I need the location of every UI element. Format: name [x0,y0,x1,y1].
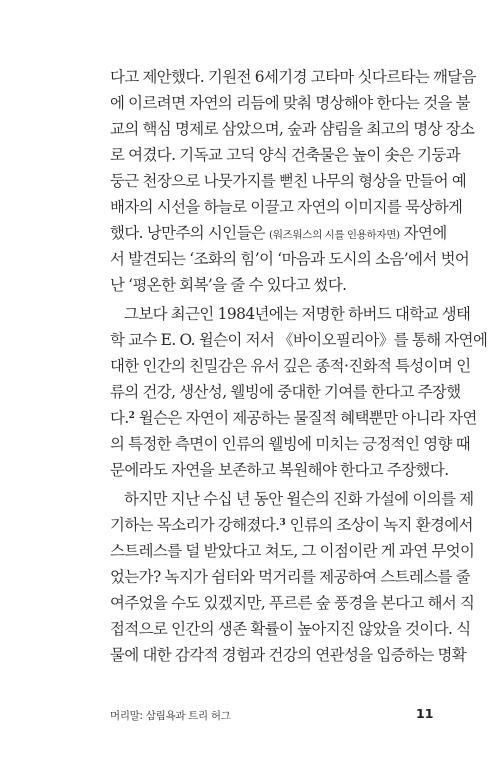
text-segment: 윌슨은 자연이 제공하는 물질적 혜택뿐만 아니라 자연 [134,409,477,427]
text-line: 스트레스를 덜 받았다고 쳐도, 그 이점이란 게 과연 무엇이 [110,542,475,560]
text-line: 다고 제안했다. 기원전 6세기경 고타마 싯다르타는 깨달음 [110,68,476,86]
text-line: 의 특정한 측면이 인류의 웰빙에 미치는 긍정적인 영향 때 [110,435,471,453]
text-line: 둥근 천장으로 나뭇가지를 뻗친 나무의 형상을 만들어 예 [110,172,467,190]
text-line: 배자의 시선을 하늘로 이끌고 자연의 이미지를 묵상하게 [110,198,463,216]
text-line [110,220,447,246]
body-text [110,64,488,668]
text-line: 서 발견되는 ‘조화의 힘’이 ‘마음과 도시의 소음’에서 벗어 [110,250,470,268]
text-line: 접적으로 인간의 생존 확률이 높아지진 않았을 것이다. 식 [110,620,471,638]
footnote-marker[interactable]: 2 [128,411,135,421]
running-head: 머리말: 삼림욕과 트리 허그 [110,710,231,722]
text-line [110,405,477,431]
text-line: 난 ‘평온한 회복’을 줄 수 있다고 썼다. [110,276,347,294]
text-line: 류의 건강, 생산성, 웰빙에 중대한 기여를 한다고 주장했 [110,383,461,401]
parenthetical-note: (워즈워스의 시를 인용하자면) [269,229,400,241]
text-line: 었는가? 녹지가 쉼터와 먹거리를 제공하여 스트레스를 줄 [110,568,471,586]
text-line: 물에 대한 감각적 경험과 건강의 연관성을 입증하는 명확 [110,646,467,664]
page-number: 11 [416,706,434,721]
footnote-marker[interactable]: 3 [279,518,286,528]
text-segment: 했다. 낭만주의 시인들은 [110,224,270,242]
text-line: 문에라도 자연을 보존하고 복원해야 한다고 주장했다. [110,461,449,479]
text-line: 교의 핵심 명제로 삼았으며, 숲과 샴림을 최고의 명상 장소 [110,120,475,138]
text-line: 에 이르려면 자연의 리듬에 맞춰 명상해야 한다는 것을 불 [110,94,471,112]
text-line: 대한 인간의 친밀감은 유서 깊은 종적·진화적 특성이며 인 [110,357,471,375]
text-line: 여주었을 수도 있겠지만, 푸르른 숲 풍경을 본다고 해서 직 [110,594,475,612]
text-segment: 인류의 조상이 녹지 환경에서 [285,516,473,534]
text-line: 하지만 지난 수십 년 동안 윌슨의 진화 가설에 이의를 제 [124,490,474,508]
text-line: 로 여겼다. 기독교 고딕 양식 건축물은 높이 솟은 기둥과 [110,146,461,164]
text-segment: 기하는 목소리가 강해졌다. [110,516,280,534]
text-segment: 다. [110,409,129,427]
text-line: 학 교수 E. O. 윌슨이 저서 《바이오필리아》를 통해 자연에 [110,331,488,349]
text-line [110,512,473,538]
text-segment: 자연에 [399,224,447,242]
text-line: 그보다 최근인 1984년에는 저명한 하버드 대학교 생태 [124,305,471,323]
